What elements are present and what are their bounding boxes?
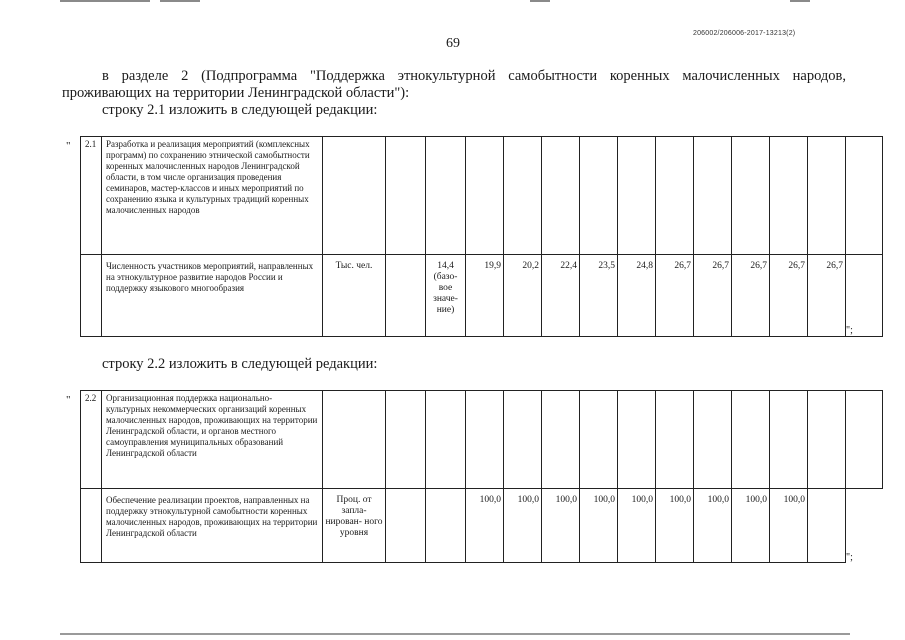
- value-cell: 19,9: [484, 261, 501, 271]
- scan-edge-bottom: [60, 633, 850, 635]
- value-cell: 26,7: [674, 261, 691, 271]
- value-cell: 26,7: [788, 261, 805, 271]
- unit-cell: Проц. от запла- нирован- ного уровня: [325, 495, 383, 538]
- section-2-2-intro: строку 2.2 изложить в следующей редакции:: [102, 356, 378, 372]
- table-row-2-2: [80, 390, 883, 563]
- event-title: Разработка и реализация мероприятий (комплексных программ) по сохранению этнической самобытности коренных малочисленных народов Ленинградской области, в том числе организация проведения семинаров, мастер-классов и иных мероприятий по сохранению языка и культурных традиций коренных малочисленных народов: [106, 139, 310, 215]
- intro-line-3: строку 2.1 изложить в следующей редакции:: [102, 102, 378, 118]
- value-cell: 26,7: [826, 261, 843, 271]
- page-number: 69: [446, 36, 460, 51]
- value-cell: 22,4: [560, 261, 577, 271]
- value-cell: 100,0: [555, 495, 577, 505]
- value-cell: 100,0: [669, 495, 691, 505]
- indicator-name: Обеспечение реализации проектов, направленных на поддержку этнокультурной самобытности коренных малочисленных народов, проживающих на территории Ленинградской области: [106, 495, 318, 538]
- scan-edge-top-mid: [160, 0, 200, 2]
- value-cell: 100,0: [707, 495, 729, 505]
- scan-edge-top-left: [60, 0, 150, 2]
- open-quote-1: ": [66, 140, 71, 152]
- base-value: 14,4 (базо- вое значе- ние): [433, 261, 458, 315]
- scan-edge-top-right: [530, 0, 550, 2]
- row-number: 2.2: [85, 393, 97, 403]
- scan-edge-top-far-right: [790, 0, 810, 2]
- value-cell: 20,2: [522, 261, 539, 271]
- table-row-2-1: [80, 136, 883, 337]
- value-cell: 24,8: [636, 261, 653, 271]
- close-quote-2: ";: [846, 552, 853, 563]
- intro-line-2: проживающих на территории Ленинградской области"):: [62, 85, 410, 101]
- value-cell: 100,0: [517, 495, 539, 505]
- value-cell: 100,0: [593, 495, 615, 505]
- event-title: Организационная поддержка национально- культурных некоммерческих организаций коренных малочисленных народов, проживающих на территории Ленинградской области, и органов местного самоуправления муниципальных образований Ленинградской области: [106, 393, 318, 458]
- value-cell: 100,0: [783, 495, 805, 505]
- value-cell: 100,0: [479, 495, 501, 505]
- row-number: 2.1: [85, 139, 97, 149]
- intro-line-1: в разделе 2 (Подпрограмма "Поддержка этнокультурной самобытности коренных малочисленных народов,: [102, 68, 846, 84]
- value-cell: 23,5: [598, 261, 615, 271]
- unit-cell: Тыс. чел.: [335, 261, 373, 271]
- indicator-name: Численность участников мероприятий, направленных на этнокультурное развитие народов России и поддержку языкового многообразия: [106, 261, 314, 293]
- value-cell: 100,0: [631, 495, 653, 505]
- open-quote-2: ": [66, 394, 71, 406]
- document-id: 206002/206006-2017-13213(2): [693, 30, 796, 37]
- value-cell: 26,7: [750, 261, 767, 271]
- close-quote-1: ";: [846, 325, 853, 336]
- value-cell: 26,7: [712, 261, 729, 271]
- value-cell: 100,0: [745, 495, 767, 505]
